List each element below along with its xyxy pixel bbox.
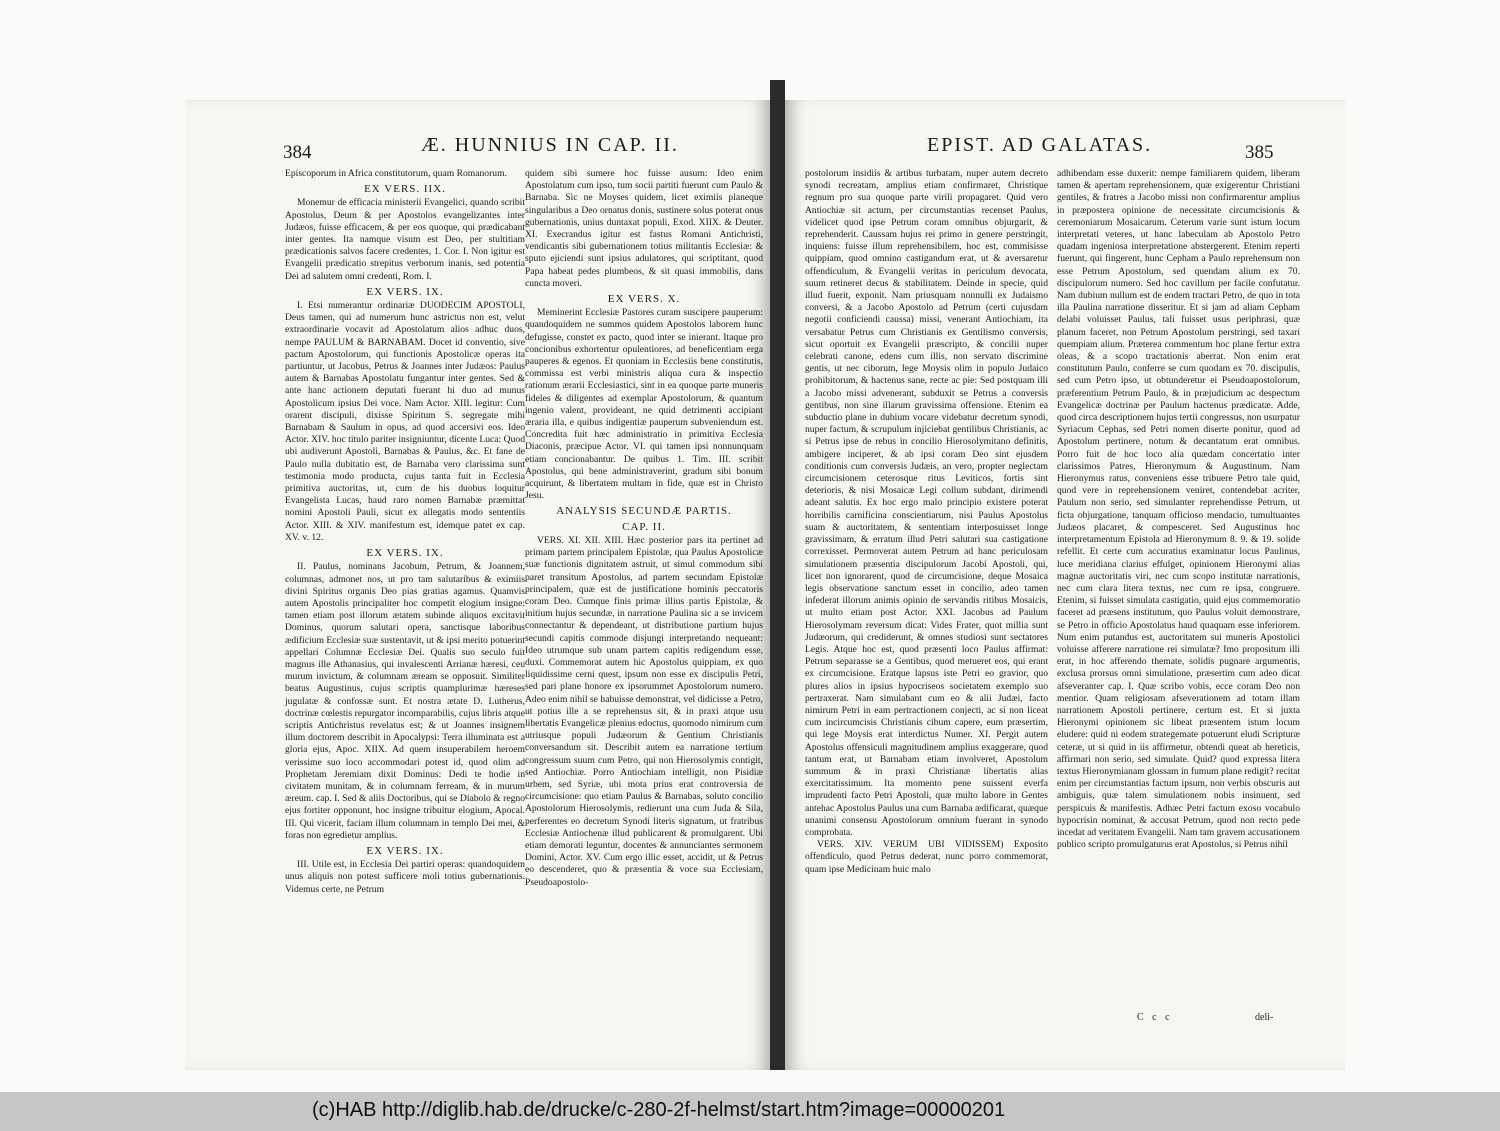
catchword: deli- — [1255, 1012, 1274, 1023]
text-column-right — [525, 168, 763, 889]
running-head: EPIST. AD GALATAS. — [927, 134, 1153, 156]
page-number: 385 — [1245, 142, 1274, 163]
paragraph: Episcoporum in Africa constitutorum, quam Romanorum. — [285, 168, 507, 179]
section-heading: EX VERS. IX. — [366, 547, 444, 560]
book-gutter — [770, 80, 785, 1070]
text-column-right — [1057, 168, 1300, 851]
text-column-left — [285, 168, 525, 896]
section-heading: EX VERS. X. — [607, 293, 681, 306]
paragraph: adhibendam esse duxerit: nempe familiarem quidem, liberam tamen & apertam reprehensionem, quæ exigerentur Christiani gentiles, & fratres a Jacobo missi non confirmarentur amplius in præpostera opinione de necessitate circumcisionis & ceremoniarum Mosaicarum. Ceterum varie sunt istum locum interpretati veteres, ut hanc labeculam ab Apostolo Petro quadam ingeniosa interpretatione abstergerent. Etenim reperti fuerunt, qui fingerent, hunc Cepham a Paulo reprehensum non esse Petrum Apostolum, sed quendam alium ex 70. discipulorum numero. Sed hoc cavillum per facile confutatur. Nam dubium nullum est de eodem tractari Petro, de quo in tota illa Paulina narratione disseritur. Et si jam ad aliam Cepham delabi voluisset Paulus, tali fuisset usus periphrasi, quæ planum faceret, non Petrum Apostolum perstringi, sed taxari quempiam alium. Præterea commentum hoc plane fertur extra oleas, & a scopo tractationis aberrat. Non enim erat constitutum Paulo, conferre se cum quodam ex 70. discipulis, sed cum Petro ipso, ut obtunderetur ei Pseudoapostolorum, præferentium Petrum Paulo, & in præjudicium ac despectum Evangelicæ doctrinæ per Paulum hactenus prædicatæ. Adde, quod circa descriptionem hujus tertii congressus, non usurpatur Syriacum Cephas, sed Petri nomen diserte ponitur, quod ad Apostolum pertinere, notum & decantatum erat omnibus. Porro fuit de hoc loco alia quædam concertatio inter clarissimos Patres, Hieronymum & Augustinum. Nam Hieronymus ratus, conveniens esse tribuere Petro tale quid, quod vere in reprehensionem veniret, contendebat acriter, Paulum non serio, sed simulanter reprehendisse Petrum, ut ficta objurgatione, tanquam officioso mendacio, tumultuantes Judæos placaret, & compesceret. Sed Augustinus hoc interpretamentum Epistola ad Hieronymum 8. 9. & 19. solide refellit. Et certe cum accuratius examinatur locus Paulinus, luce meridiana clarius effulget, opinionem Hieronymi alias magnæ auctoritatis viri, nec cum scopo institutæ narrationis, nec cum clara litera textus, nec cum re ipsa, congruere. Etenim, si fuisset simulata castigatio, quid ejus commemoratio faceret ad præsens institutum, quo Paulus voluit demonstrare, se Petro in officio Apostolatus haud quaquam esse inferiorem. Num enim putandus est, auctoritatem sui muneris Apostolici voluisse afferere narratione rei simulatæ? Imo propositum illi erat, in hoc afferendo themate, solidis pugnare argumentis, exclusa prorsus omni simulatione, præsertim cum adeo dicat afseveranter cap. I. Quæ scribo vobis, ecce coram Deo non mentior. Quam religiosam afseverationem ad totam illam narrationem Apostoli pertinere, certum est. Et si juxta Hieronymi opinionem sic libeat præsentem istum locum eludere: quid ni eodem strategemate potuerunt eludi Scripturæ ceteræ, ut si quid in iis affirmetur, obtendi queat ab hereticis, affirmari non serio, sed simulate. Quid? quod expressa litera textus Hieronymianam glossam in fumum plane redigit? recitat enim per circumstantias factum ipsum, non verbis obscuris aut ambiguis, quæ talem simulationem nobis insinuent, sed perspicuis & manifestis. Adhæc Petri factum exoso vocabulo hypocrisin nominat, & accusat Petrum, quod non recto pede incedat ad veritatem Evangelii. Nam tam gravem accusationem publico scripto promulgaturus erat Apostolus, si Petrus nihil — [1057, 168, 1300, 851]
paragraph: III. Utile est, in Ecclesia Dei partiri operas: quandoquidem unus aliquis non potest sufficere moli totius gubernationis. Videmus certe, ne Petrum — [285, 859, 525, 895]
paragraph: I. Etsi numerantur ordinariæ DUODECIM APOSTOLI, Deus tamen, qui ad numerum hunc astrictus non est, velut extraordinarie vocavit ad Apostolatum alios adhuc duos, nempe PAULUM & BARNABAM. Docet id conventio, sive pactum Apostolorum, qui functionis Apostolicæ operas ita partiuntur, ut Jacobus, Petrus & Joannes inter Judæos: Paulus autem & Barnabas Apostolatu fungantur inter gentes. Sed & ante hanc actionem deputati fuerant hi duo ad munus Apostolicum ipsius Dei voce. Nam Actor. XIII. legitur: Cum orarent discipuli, dixisse Spiritum S. segregate mihi Barnabam & Saulum in opus, ad quod accersivi eos. Ideo Actor. XIV. hoc titulo pariter insigniuntur, dicente Luca: Quod ubi audiverunt Apostoli, Barnabas & Paulus, &c. Et fane de Paulo nulla dubitatio est, de Barnaba vero clarissima sunt testimonia modo producta, cujus tanta fuit in Ecclesia primitiva auctoritas, ut, cum de his duobus loquitur Evangelista Lucas, haud raro nomen Barnabæ præmittat nomini Apostoli Pauli, sicut ex allegatis modo sententiis Actor. XIII. & XIV. manifestum est, idemque patet ex cap. XV. v. 12. — [285, 300, 525, 543]
running-head: Æ. HUNNIUS IN CAP. II. — [421, 134, 679, 156]
section-heading: EX VERS. IX. — [366, 285, 444, 298]
paragraph: Meminerint Ecclesiæ Pastores curam suscipere pauperum: quandoquidem ne summos quidem Apostolos laborem hunc defugisse, constet ex pacto, quod inter se inierant. Itaque pro concionibus exhortentur opulentiores, ad beneficentiam erga pauperes & egenos. Et quoniam in Ecclesiis bene constitutis, commissa est verbi ministris aliqua cura & inspectio rationum ærarii Ecclesiastici, sint in ea quoque parte muneris fideles & diligentes ad exemplar Apostolorum, & quantum ingenio valent, provideant, ne quid detrimenti accipiant æraria illa, e quibus indigentiæ pauperum subveniendum est. Concredita fuit hæc administratio in primitiva Ecclesia Diaconis, præcipue Actor. VI. qui tamen ipsi nonnunquam etiam concionabantur. De quibus 1. Tim. III. scribit Apostolus, qui bene administraverint, gradum sibi bonum acquirunt, & libertatem multam in fide, quæ est in Christo Jesu. — [525, 307, 763, 502]
paragraph: VERS. XI. XII. XIII. Hæc posterior pars ita pertinet ad primam partem principalem Epistolæ, qua Paulus Apostolicæ suæ functionis dignitatem astruit, ut simul commodum sibi paret transitum Apostolus, ad partem secundam Epistolæ principalem, quæ est de justificatione hominis peccatoris coram Deo. Cumque finis primæ illius partis Epistolæ, & initium hujus secundæ, in narratione Paulina sic a se invicem connectantur & dependeant, ut distributione partium hujus secundi capitis commode disjungi interpretando nequeant: Ideo utrumque sub unam partem capitis redigendum esse, duxi. Commemorat autem hic Apostolus quippiam, ex quo liquidissime cerni quest, ipsum non esse ex discipulis Petri, sed pari plane honore ex ipsorummet Apostolorum numero. Adeo enim nihil se habuisse demonstrat, vel didicisse a Petro, ut potius ille a se reprehensus sit, & in praxi atque usu libertatis Evangelicæ plenius edoctus, quomodo nimirum cum utriusque populi Judæorum & Gentium Christianis conversandum sit. Describit autem ea narratione tertium congressum suum cum Petro, qui non Hierosolymis contigit, sed Antiochiæ. Porro Antiochiam intelligit, non Pisidiæ urbem, sed Syriæ, ubi mota prius erat controversia de circumcisione: quo etiam Paulus & Barnabas, soluto concilio Apostolorum Hierosolymis, redierunt una cum Juda & Sila, perferentes eo decretum Synodi literis signatum, ut fratribus Ecclesiæ Antiochenæ illud publicarent & promulgarent. Ubi etiam demorati leguntur, docentes & annunciantes sermonem Domini, Actor. XV. Cum ergo illic esset, accidit, ut & Petrus eo descenderet, quo & præsentia & voce sua Ecclesiam, Pseudoapostolo- — [525, 534, 763, 888]
section-heading: EX VERS. IX. — [366, 844, 444, 857]
text-column-left — [805, 168, 1048, 876]
paragraph: postolorum insidiis & artibus turbatam, nuper autem decreto synodi recreatam, amplius etiam confirmaret, Christique regnum pro sua quoque parte virili propagaret. Quid vero Antiochiæ sit actum, per circumstantias recenset Paulus, videlicet quod ipse Petrum coram omnibus objurgarit, & reprehenderit. Caussam hujus rei primo in genere perstringit, inquiens: fuisse illum reprehensibilem, hoc est, commisisse quippiam, quod omnino castigandum erat, ut & aversaretur offendiculum, & Evangelii veritas in periculum devocata, suum retineret decus & stabilitatem. Deinde in specie, quid illud fuerit, exponit. Nam priusquam nonnulli ex Judaismo conversi, & a Jacobo Apostolo ad Petrum (certi cujusdam negotii conficiendi caussa) missi, venerant Antiochiam, ita versabatur Petrus cum Christianis ex Gentilismo conversis, sicut oportuit ex Evangelii præscripto, & concilii nuper celebrati canone, edens cum illis, non servato discrimine gentis, ut nec ciborum, lege Moysis olim in populo Judaico prohibitorum, & hactenus sane, recte ac pie: Sed postquam illi a Jacobo missi advenerant, subduxit se Petrus a conversis gentibus, non sine illarum gravissima offensione. Etenim ea subductio plane in dubium vocare videbatur decretum synodi, nuper factum, & scrupulum injiciebat gentilibus Christianis, ac si Petrus ipse de rebus in concilio Hierosolymitano definitis, ambigere inciperet, & ab ipsi coram Deo sint ejusdem conditionis cum conversis Judæis, an vero, propter neglectam circumcisionem ceterosque ritus Leviticos, fortis sint deterioris, & nisi Mosaicæ Legi collum subdant, dirimendi adeant salutis. Ex hoc ergo malo principio existere poterat horribilis carnificina conscientiarum, nisi Paulus Apostolus suam & auctoritatem, & sententiam interposuisset longe gravissimam, & erratum illud Petri salutari sua castigatione correxisset. Permoverat autem Petrum ad hanc periculosam simulationem præsentia discipulorum Jacobi Apostoli, qui, licet non ignorarent, quod de circumcisione, deque Mosaica legis observatione sanctum esset in concilio, adeo tamen infederat illorum animis opinio de servandis ritibus Mosaicis, ut multo etiam post Actor. XXI. Jacobus ad Paulum Hierosolymam reversum dicat: Vides Frater, quot millia sunt Judæorum, qui crediderunt, & omnes studiosi sunt sectatores Legis. Atque hoc est, quod præsenti loco Paulus affirmat: Petrum separasse se a Gentibus, quod metueret eos, qui erant ex circumcisione. Eratque lapsus iste Petri eo gravior, quo plures alios in ipsius hypocriseos societatem exemplo suo pertraxerat. Nam simulabant cum eo & alii Judæi, facto nimirum Petri in eam pertractionem conjecti, ac si non liceat cum incircumcisis Christianis cibum capere, eum præsertim, qui lege Moysis erat interdictus Numer. XI. Pergit autem Apostolus offensiculi magnitudinem amplius exaggerare, quod tantum erat, ut Barnabam etiam involveret, Apostolum summum & in praxi Christianæ libertatis alias exercitatissimum. Ita momento pene suissent everfa imprudenti facto Petri Apostoli, quæ multo labore in Gentes antehac Apostolus Paulus una cum Barnaba ædificarat, quæque unanimi consensu Apostolorum omnium fuerant in synodo comprobata. — [805, 168, 1048, 838]
paragraph: VERS. XIV. VERUM UBI VIDISSEM) Exposito offendiculo, quod Petrus dederat, nunc porro commemorat, quam ipse Medicinam huic malo — [805, 839, 1048, 875]
paragraph: quidem sibi sumere hoc fuisse ausum: Ideo enim Apostolatum cum ipso, tum socii partiti fuerunt cum Paulo & Barnaba. Sic ne Moyses quidem, licet eximiis planeque singularibus a Deo ornatus donis, sustinere solus poterat onus gubernationis, unius duntaxat populi, Exod. XIIX. & Deuter. XI. Execrandus igitur est fastus Romani Antichristi, vendicantis sibi gubernationem totius militantis Ecclesiæ: & sputo ejiciendi sunt ipsius adulatores, qui scriptitant, quod Papa habeat pedes plumbeos, & sit quasi immobilis, dans cuncta moveri. — [525, 168, 763, 289]
page-number: 384 — [283, 142, 312, 163]
paragraph: II. Paulus, nominans Jacobum, Petrum, & Joannem, columnas, admonet nos, ut pro tam salutaribus & eximiis divini Spiritus organis Deo pias gratias agamus. Quamvis autem Apostolis principaliter hoc competit elogium insigne: tamen etiam post illorum ætatem subinde aliquos excitavit Dominus, quorum salutari opera, sanctisque laboribus ædificium Ecclesiæ suæ sustentavit, ut & ipsi merito potuerint appellari Columnæ Ecclesiæ Dei. Qualis suo seculo fuit magnus ille Athanasius, qui invalescenti Arrianæ hæresi, ceu murum invictum, & columnam æream se opposuit. Similiter beatus Augustinus, cujus scriptis quamplurimæ hæreses jugulatæ & confossæ sunt. Et nostra ætate D. Lutherus, doctrinæ cœlestis repurgator incomparabilis, cujus libris atque scriptis Antichristus revelatus est; & ut Joannes insignem illum doctorem describit in Apocalypsi: Terra illuminata est a gloria ejus, Apoc. XIIX. Ad quem insuperabilem heroem verissime suo loco accommodari potest id, quod olim ad Prophetam Jeremiam dixit Dominus: Dedi te hodie in civitatem munitam, & in columnam ferream, & in murum æreum. cap. I. Sed & aliis Doctoribus, qui se Diabolo & regno ejus fortiter opponunt, hoc insigne tribuitur elogium, Apocal. III. Qui vicerit, faciam illum columnam in templo Dei mei, & foras non egredietur amplius. — [285, 561, 525, 841]
copyright-footer — [0, 1092, 1500, 1131]
signature-mark: C c c — [1137, 1012, 1173, 1023]
section-heading: ANALYSIS SECUNDÆ PARTIS. — [556, 505, 732, 518]
section-heading: CAP. II. — [622, 520, 666, 533]
right-page — [785, 100, 1345, 1070]
footer-text: (c)HAB http://diglib.hab.de/drucke/c-280-2f-helmst/start.htm?image=00000201 — [312, 1099, 1006, 1121]
left-page — [185, 100, 770, 1070]
section-heading: EX VERS. IIX. — [364, 183, 446, 196]
paragraph: Monemur de efficacia ministerii Evangelici, quando scribit Apostolus, Deum & per Apostolos evangelizantes inter Judæos, fuisse efficacem, & per eos quoque, qui prædicabant inter gentes. Ita namque visum est Deo, per stultitiam prædicationis salvos facere credentes, 1. Cor. I. Non igitur est Evangelii prædicatio strepitus verborum inanis, sed potentia Dei ad salutem omni credenti, Rom. I. — [285, 197, 525, 282]
